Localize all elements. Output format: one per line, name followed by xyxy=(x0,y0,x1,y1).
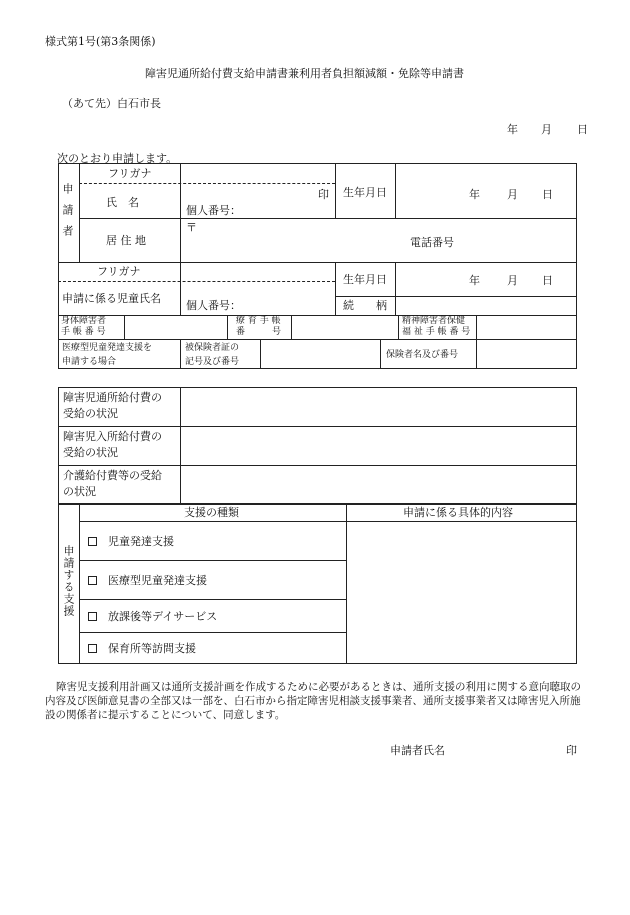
applicant-personal-number-label: 個人番号： xyxy=(186,204,241,217)
rehab-handbook-label-2: 番 号 xyxy=(236,327,282,337)
medical-applicant-label-1: 医療型児童発達支援を xyxy=(62,343,153,353)
benefit-status-1-line2: 受給の状況 xyxy=(63,407,118,420)
addressee: （あて先）白石市長 xyxy=(62,97,161,110)
applicant-name-label: 氏 名 xyxy=(106,196,139,209)
applicant-birth-label: 生年月日 xyxy=(343,186,387,199)
checkbox[interactable] xyxy=(88,537,97,546)
child-birth-day: 日 xyxy=(542,274,553,287)
insured-card-label-1: 被保険者証の xyxy=(185,343,240,353)
checkbox[interactable] xyxy=(88,576,97,585)
benefit-status-3-line2: の状況 xyxy=(63,485,96,498)
child-personal-number-label: 個人番号： xyxy=(186,299,241,312)
support-side-label: 申請する支援 xyxy=(62,545,75,617)
child-name-label: 申請に係る児童氏名 xyxy=(62,292,161,305)
date-day-label: 日 xyxy=(577,123,588,136)
form-number: 様式第1号(第3条関係) xyxy=(45,35,156,48)
support-content-header: 申請に係る具体的内容 xyxy=(403,506,513,519)
child-furigana-label: フリガナ xyxy=(97,265,141,278)
date-month-label: 月 xyxy=(541,123,552,136)
checkbox[interactable] xyxy=(88,612,97,621)
support-option-label: 放課後等デイサービス xyxy=(108,610,218,623)
benefit-status-3-line1: 介護給付費等の受給 xyxy=(63,469,162,482)
mental-handbook-label-2: 福 祉 手 帳 番 号 xyxy=(402,327,471,337)
child-relation-label: 続 柄 xyxy=(343,299,387,312)
child-birth-month: 月 xyxy=(507,274,518,287)
physical-handbook-label-1: 身体障害者 xyxy=(61,316,107,326)
page-title: 障害児通所給付費支給申請書兼利用者負担額減額・免除等申請書 xyxy=(145,67,464,80)
insurer-label: 保険者名及び番号 xyxy=(386,350,459,360)
consent-text: 障害児支援利用計画又は通所支援計画を作成するために必要があるときは、通所支援の利用に関する意向聴取の内容及び医師意見書の全部又は一部を、白石市から指定障害児相談支援事業者、通所支援事業者又は障害児入所施設の関係者に提示することについて、同意します。 xyxy=(45,681,581,721)
applicant-furigana-label: フリガナ xyxy=(108,167,152,180)
signature-seal: 印 xyxy=(566,744,577,757)
child-birth-label: 生年月日 xyxy=(343,273,387,286)
support-option-label: 保育所等訪問支援 xyxy=(108,642,196,655)
medical-applicant-label-2: 申請する場合 xyxy=(62,357,117,367)
child-birth-year: 年 xyxy=(469,274,480,287)
applicant-birth-year: 年 xyxy=(469,188,480,201)
applicant-address-label: 居 住 地 xyxy=(106,234,146,247)
date-year-label: 年 xyxy=(507,123,518,136)
benefit-status-2-line1: 障害児入所給付費の xyxy=(63,430,162,443)
applicant-birth-month: 月 xyxy=(507,188,518,201)
applicant-seal: 印 xyxy=(318,188,329,201)
benefit-status-2-line2: 受給の状況 xyxy=(63,446,118,459)
applicant-side-label: 申請者 xyxy=(61,183,74,246)
support-option-label: 医療型児童発達支援 xyxy=(108,574,207,587)
mental-handbook-label-1: 精神障害者保健 xyxy=(402,316,466,326)
physical-handbook-label-2: 手 帳 番 号 xyxy=(61,327,106,337)
postal-mark: 〒 xyxy=(186,221,197,234)
rehab-handbook-label-1: 療 育 手 帳 xyxy=(236,316,281,326)
signature-label: 申請者氏名 xyxy=(390,744,445,757)
intro-text: 次のとおり申請します。 xyxy=(57,152,178,165)
insured-card-label-2: 記号及び番号 xyxy=(185,357,240,367)
benefit-status-1-line1: 障害児通所給付費の xyxy=(63,391,162,404)
support-type-header: 支援の種類 xyxy=(184,506,239,519)
applicant-birth-day: 日 xyxy=(542,188,553,201)
checkbox[interactable] xyxy=(88,644,97,653)
support-option-label: 児童発達支援 xyxy=(108,535,174,548)
phone-label: 電話番号 xyxy=(410,236,454,249)
